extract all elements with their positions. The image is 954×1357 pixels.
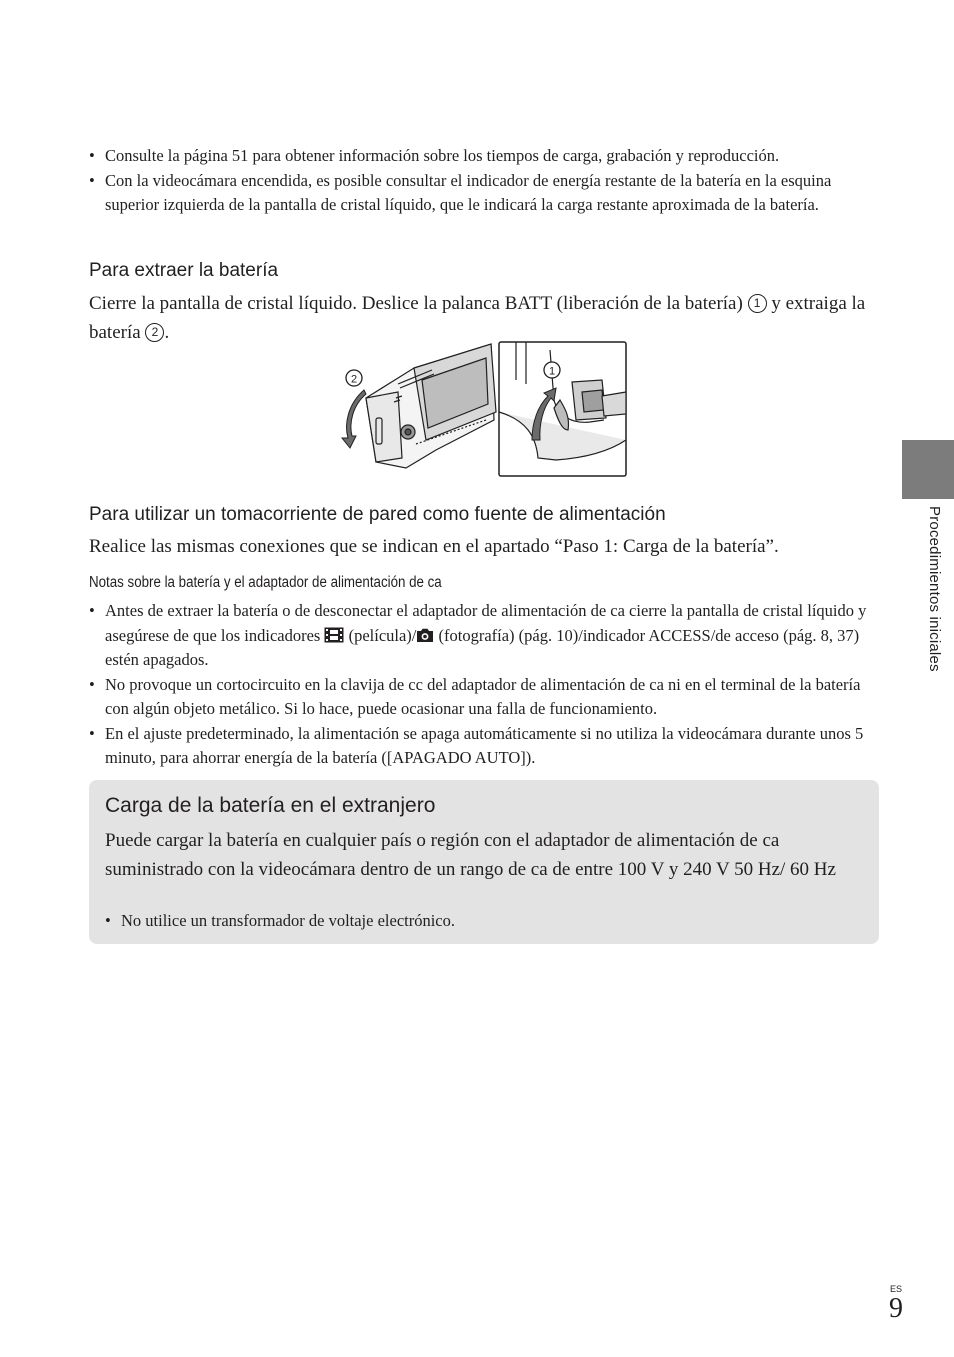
- step-marker-2: 2: [145, 323, 164, 342]
- wall-outlet-heading: Para utilizar un tomacorriente de pared como fuente de alimentación: [89, 504, 666, 525]
- charging-abroad-note: [105, 909, 845, 933]
- remove-text-part1: Cierre la pantalla de cristal líquido. Deslice la palanca BATT (liberación de la batería): [89, 293, 748, 314]
- note1-text-b: (película)/: [344, 625, 417, 645]
- section-tab-label: Procedimientos iniciales: [926, 506, 943, 672]
- note-item: [89, 599, 881, 673]
- film-icon: [324, 627, 344, 643]
- note1-text-c: (fotografía) (pág. 10)/indicador ACCESS/de acceso (pág. 8, 37) estén apagados.: [105, 625, 860, 669]
- figure-label-2: 2: [350, 373, 358, 386]
- intro-bullet: • Consulte la página 51 para obtener información sobre los tiempos de carga, grabación y reproducción.: [89, 144, 869, 169]
- figure-label-1: 1: [548, 365, 556, 378]
- remove-text-part2: y extraiga la batería: [89, 293, 866, 343]
- intro-bullet: • Con la videocámara encendida, es posible consultar el indicador de energía restante de la batería en la esquina superior izquierda de la pantalla de cristal líquido, que le indicará la carga restante aproximada de la batería.: [89, 169, 869, 218]
- language-code: ES: [890, 1284, 903, 1294]
- camcorder-drawing: [366, 344, 496, 468]
- step-marker-1: 1: [748, 294, 767, 313]
- remove-battery-heading: Para extraer la batería: [89, 260, 279, 281]
- note-item: • No provoque un cortocircuito en la clavija de cc del adaptador de alimentación de ca ni en el terminal de la batería con algún objeto metálico. Si lo hace, puede ocasionar una falla de funcionamiento.: [89, 673, 881, 722]
- notes-list: [89, 599, 881, 771]
- charging-abroad-box: [89, 780, 879, 944]
- charging-abroad-body: Puede cargar la batería en cualquier país o región con el adaptador de alimentación de ca suministrado con la videocámara dentro de un rango de ca de entre 100 V y 240 V 50 Hz/ 60 Hz: [105, 830, 836, 880]
- remove-text-part3: .: [164, 321, 170, 343]
- section-tab-marker: [902, 440, 954, 499]
- intro-bullets: [89, 144, 869, 218]
- notes-heading: Notas sobre la batería y el adaptador de alimentación de ca: [89, 574, 442, 591]
- page-number: 9: [889, 1293, 903, 1324]
- note-item: • En el ajuste predeterminado, la alimentación se apaga automáticamente si no utiliza la videocámara durante unos 5 minuto, para ahorrar energía de la batería ([APAGADO AUTO]).: [89, 722, 881, 771]
- battery-removal-illustration: [336, 340, 628, 480]
- charging-abroad-title: Carga de la batería en el extranjero: [105, 794, 436, 817]
- wall-outlet-text: Realice las mismas conexiones que se indican en el apartado “Paso 1: Carga de la batería”.: [89, 536, 779, 557]
- note1-text-a: Antes de extraer la batería o de desconectar el adaptador de alimentación de ca cierre la pantalla de cristal líquido y asegúrese de que los indicadores: [105, 601, 867, 645]
- remove-battery-text: [89, 290, 869, 347]
- camera-icon: [416, 628, 434, 643]
- charging-abroad-bullet: • No utilice un transformador de voltaje electrónico.: [105, 909, 845, 933]
- curved-arrow-icon: [342, 390, 366, 448]
